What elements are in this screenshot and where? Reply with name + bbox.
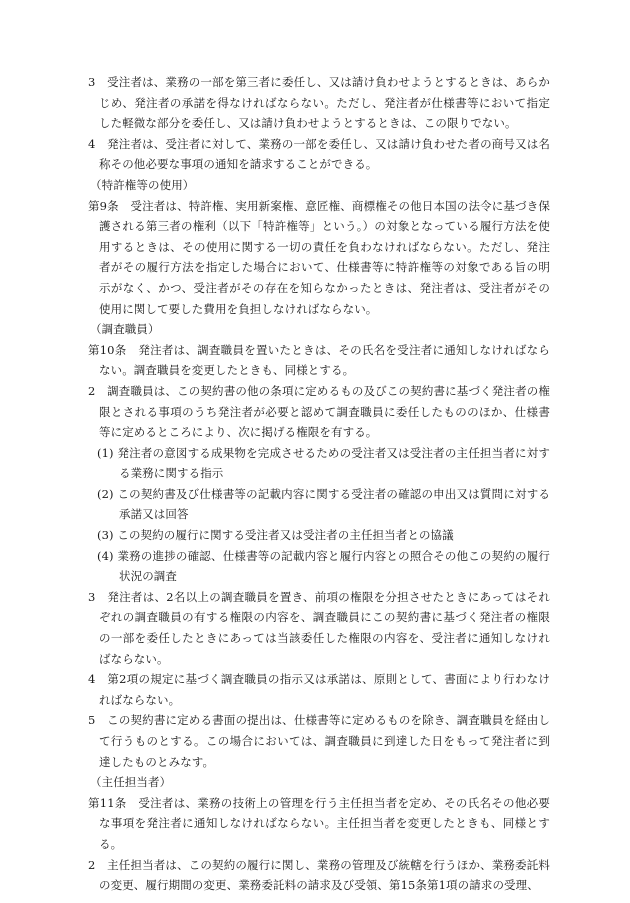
list-item	[88, 484, 550, 525]
list-item	[88, 546, 550, 587]
clause-text: 発注者の意図する成果物を完成させるための受注者又は受注者の主任担当者に対する業務に関する指示	[117, 445, 550, 481]
article-paragraph	[88, 196, 550, 320]
clause-number: (2)	[97, 486, 114, 501]
clause-number: 4	[88, 672, 96, 687]
clause-paragraph	[88, 134, 550, 175]
article-paragraph	[88, 793, 550, 855]
clause-number: 第9条	[88, 198, 119, 213]
list-item	[88, 443, 550, 484]
section-heading: （特許権等の使用）	[90, 177, 195, 192]
clause-number: 4	[88, 136, 96, 151]
clause-text: この契約書及び仕様書等の記載内容に関する受注者の確認の申出又は質問に対する承諾又は回答	[117, 486, 550, 522]
clause-text: 受注者は、業務の技術上の管理を行う主任担当者を定め、その氏名その他必要な事項を発注者に通知しなければならない。主任担当者を変更したときも、同様とする。	[99, 795, 550, 851]
clause-number: (4)	[97, 548, 114, 563]
article-paragraph	[88, 340, 550, 381]
clause-text: この契約の履行に関する受注者又は受注者の主任担当者との協議	[117, 528, 454, 543]
clause-number: 3	[88, 589, 96, 604]
clause-text: 受注者は、特許権、実用新案権、意匠権、商標権その他日本国の法令に基づき保護される第三者の権利（以下「特許権等」という。）の対象となっている履行方法を使用するときは、その使用に関する一切の責任を負わなければならない。ただし、発注者がその履行方法を指定した場合において、仕様書等に特許権等の対象である旨の明示がなく、かつ、受注者がその存在を知らなかったときは、発注者は、受注者がその使用に関して要した費用を負担しなければならない。	[99, 198, 550, 316]
clause-text: 業務の進捗の確認、仕様書等の記載内容と履行内容との照合その他この契約の履行状況の調査	[117, 548, 550, 584]
clause-text: 発注者は、受注者に対して、業務の一部を委任し、又は請け負わせた者の商号又は名称その他必要な事項の通知を請求することができる。	[95, 136, 550, 172]
clause-paragraph	[88, 72, 550, 134]
clause-number: 5	[88, 713, 96, 728]
clause-text: 発注者は、調査職員を置いたときは、その氏名を受注者に通知しなければならない。調査職員を変更したときも、同様とする。	[99, 342, 550, 378]
clause-paragraph	[88, 381, 550, 443]
clause-text: 調査職員は、この契約書の他の条項に定めるもの及びこの契約書に基づく発注者の権限とされる事項のうち発注者が必要と認めて調査職員に委任したもののほか、仕様書等に定めるところにより、次に掲げる権限を有する。	[95, 383, 550, 440]
clause-paragraph	[88, 669, 550, 710]
clause-number: (3)	[97, 528, 114, 543]
clause-paragraph	[88, 710, 550, 772]
list-item	[88, 525, 550, 546]
clause-number: 3	[88, 75, 96, 89]
section-heading: （調査職員）	[90, 322, 160, 337]
section-heading: （主任担当者）	[90, 775, 172, 790]
clause-number: 第11条	[88, 795, 127, 810]
clause-text: 第2項の規定に基づく調査職員の指示又は承諾は、原則として、書面により行わなければならない。	[95, 672, 550, 707]
clause-paragraph	[88, 855, 550, 896]
clause-number: 2	[88, 383, 96, 398]
clause-number: (1)	[97, 445, 114, 460]
clause-text: この契約書に定める書面の提出は、仕様書等に定めるものを除き、調査職員を経由して行うものとする。この場合においては、調査職員に到達した日をもって発注者に到達したものとみなす。	[95, 713, 550, 769]
clause-text: 受注者は、業務の一部を第三者に委任し、又は請け負わせようとするときは、あらかじめ、発注者の承諾を得なければならない。ただし、発注者が仕様書等において指定した軽微な部分を委任し、又は請け負わせようとするときは、この限りでない。	[95, 75, 550, 131]
clause-number: 第10条	[88, 342, 127, 357]
clause-paragraph	[88, 587, 550, 669]
clause-text: 発注者は、2名以上の調査職員を置き、前項の権限を分担させたときにあってはそれぞれの調査職員の有する権限の内容を、調査職員にこの契約書に基づく発注者の権限の一部を委任したときにあっては当該委任した権限の内容を、受注者に通知しなければならない。	[95, 589, 550, 666]
clause-text: 主任担当者は、この契約の履行に関し、業務の管理及び統轄を行うほか、業務委託料の変更、履行期間の変更、業務委託料の請求及び受領、第15条第1項の請求の受理、	[95, 857, 550, 893]
clause-number: 2	[88, 857, 96, 872]
document-page	[88, 72, 550, 896]
